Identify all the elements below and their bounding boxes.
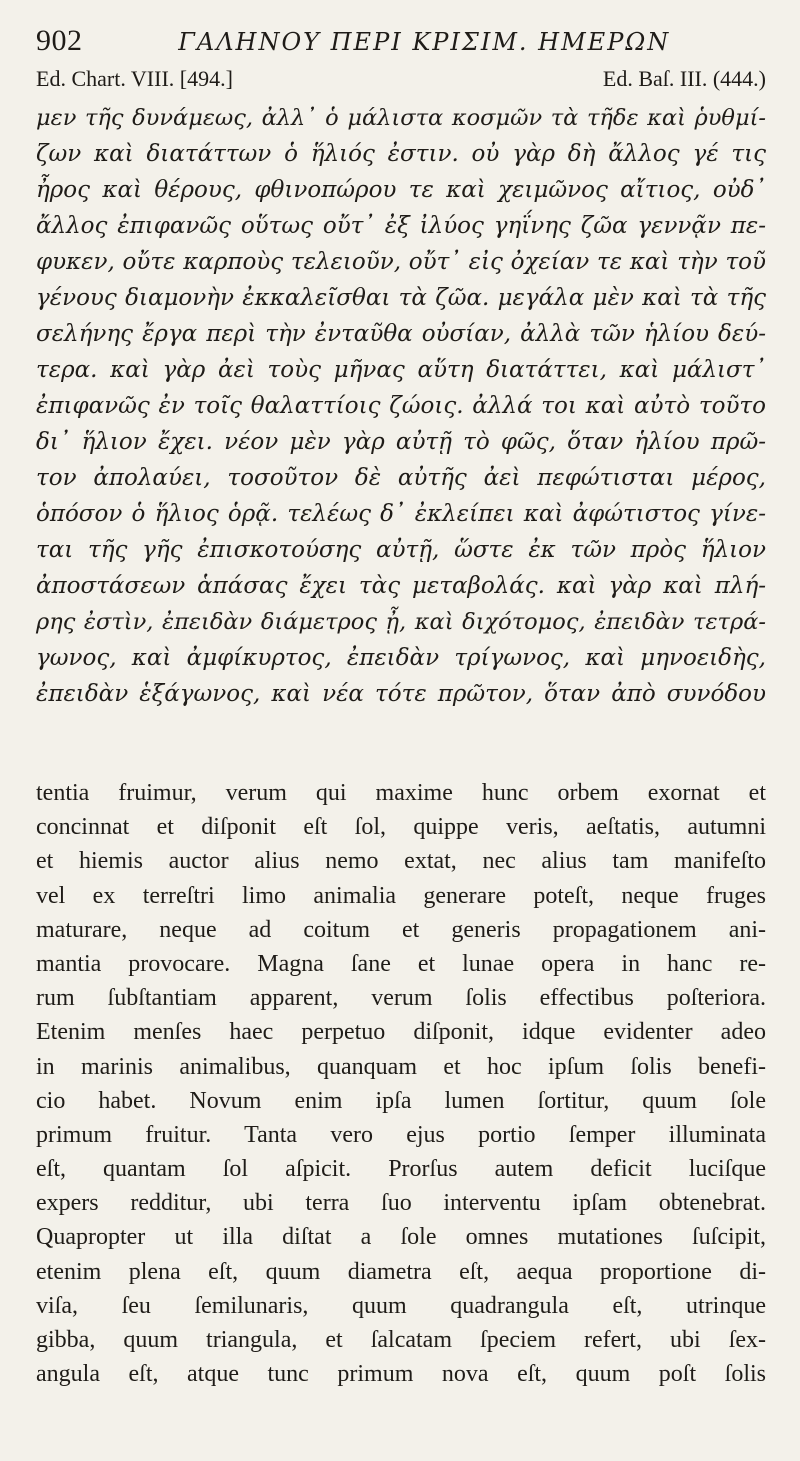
greek-line: ἐπειδὰν ἑξάγωνος, καὶ νέα τότε πρῶτον, ὅταν ἀπὸ συνόδου	[36, 681, 766, 707]
page-number: 902	[36, 24, 83, 57]
edition-right: Ed. Baſ. III. (444.)	[602, 66, 766, 91]
latin-line: etenim plena eſt, quum diametra eſt, aequa proportione di-	[36, 1258, 766, 1285]
latin-line: viſa, ſeu ſemilunaris, quum quadrangula eſt, utrinque	[36, 1292, 766, 1319]
greek-text-block	[36, 100, 766, 712]
greek-line: γωνος, καὶ ἀμφίκυρτος, ἐπειδὰν τρίγωνος, καὶ μηνοειδὴς,	[36, 645, 766, 671]
greek-line: φυκεν, οὔτε καρποὺς τελειοῦν, οὔτ᾽ εἰς ὀχείαν τε καὶ τὴν τοῦ	[36, 249, 766, 275]
latin-line: tentia fruimur, verum qui maxime hunc orbem exornat et	[36, 780, 766, 806]
latin-line: primum fruitur. Tanta vero ejus portio ſemper illuminata	[36, 1121, 766, 1148]
latin-line: angula eſt, atque tunc primum nova eſt, quum poſt ſolis	[36, 1361, 766, 1388]
latin-line: gibba, quum triangula, et ſalcatam ſpeciem refert, ubi ſex-	[36, 1327, 766, 1353]
greek-line: ὁπόσον ὁ ἥλιος ὁρᾷ. τελέως δ᾽ ἐκλείπει καὶ ἀφώτιστος γίνε-	[36, 501, 766, 527]
greek-line: ἐπιφανῶς ἐν τοῖς θαλαττίοις ζώοις. ἀλλά τοι καὶ αὐτὸ τοῦτο	[36, 393, 766, 419]
running-head	[36, 24, 766, 66]
latin-line: rum ſubſtantiam apparent, verum ſolis effectibus poſteriora.	[36, 985, 766, 1012]
latin-line: eſt, quantam ſol aſpicit. Prorſus autem deficit luciſque	[36, 1156, 766, 1183]
greek-line: ζων καὶ διατάττων ὁ ἥλιός ἐστιν. οὐ γὰρ δὴ ἄλλος γέ τις	[36, 141, 766, 167]
edition-left: Ed. Chart. VIII. [494.]	[36, 66, 233, 91]
running-title: ΓΑΛΗΝΟΥ ΠΕΡΙ ΚΡΙΣΙΜ. ΗΜΕΡΩΝ	[178, 28, 671, 56]
latin-line: mantia provocare. Magna ſane et lunae opera in hanc re-	[36, 950, 766, 977]
greek-line: σελήνης ἔργα περὶ τὴν ἐνταῦθα οὐσίαν, ἀλλὰ τῶν ἡλίου δεύ-	[36, 321, 766, 347]
latin-line: cio habet. Novum enim ipſa lumen ſortitur, quum ſole	[36, 1087, 766, 1114]
column-gap	[36, 712, 766, 776]
greek-line: δι᾽ ἥλιον ἔχει. νέον μὲν γὰρ αὐτῇ τὸ φῶς, ὅταν ἡλίου πρῶ-	[36, 429, 766, 455]
latin-line: et hiemis auctor alius nemo extat, nec alius tam manifeſto	[36, 848, 766, 875]
edition-references	[36, 66, 766, 100]
greek-line: τερα. καὶ γὰρ ἀεὶ τοὺς μῆνας αὕτη διατάττει, καὶ μάλιστ᾽	[36, 357, 766, 383]
greek-line: ρης ἐστὶν, ἐπειδὰν διάμετρος ᾖ, καὶ διχότομος, ἐπειδὰν τετρά-	[36, 609, 766, 635]
greek-line: ἄλλος ἐπιφανῶς οὕτως οὔτ᾽ ἐξ ἰλύος γηΐνης ζῶα γεννᾷν πε-	[36, 213, 766, 239]
latin-line: expers redditur, ubi terra ſuo interventu ipſam obtenebrat.	[36, 1190, 766, 1217]
latin-line: Etenim menſes haec perpetuo diſponit, idque evidenter adeo	[36, 1019, 766, 1046]
latin-line: vel ex terreſtri limo animalia generare poteſt, neque fruges	[36, 882, 766, 909]
greek-line: γένους διαμονὴν ἐκκαλεῖσθαι τὰ ζῶα. μεγάλα μὲν καὶ τὰ τῆς	[36, 285, 766, 311]
latin-text-block	[36, 776, 766, 1391]
greek-line: ἦρος καὶ θέρους, φθινοπώρου τε καὶ χειμῶνος αἴτιος, οὐδ᾽	[36, 177, 766, 203]
latin-line: Quapropter ut illa diſtat a ſole omnes mutationes ſuſcipit,	[36, 1224, 766, 1251]
latin-line: concinnat et diſponit eſt ſol, quippe veris, aeſtatis, autumni	[36, 814, 766, 841]
greek-line: ἀποστάσεων ἁπάσας ἔχει τὰς μεταβολάς. καὶ γὰρ καὶ πλή-	[36, 573, 766, 599]
latin-line: maturare, neque ad coitum et generis propagationem ani-	[36, 916, 766, 943]
latin-line: in marinis animalibus, quanquam et hoc ipſum ſolis benefi-	[36, 1053, 766, 1080]
greek-line: μεν τῆς δυνάμεως, ἀλλ᾽ ὁ μάλιστα κοσμῶν τὰ τῆδε καὶ ῥυθμί-	[36, 105, 766, 131]
greek-line: τον ἀπολαύει, τοσοῦτον δὲ αὐτῆς ἀεὶ πεφώτισται μέρος,	[36, 465, 766, 491]
greek-line: ται τῆς γῆς ἐπισκοτούσης αὐτῇ, ὥστε ἐκ τῶν πρὸς ἥλιον	[36, 537, 766, 563]
